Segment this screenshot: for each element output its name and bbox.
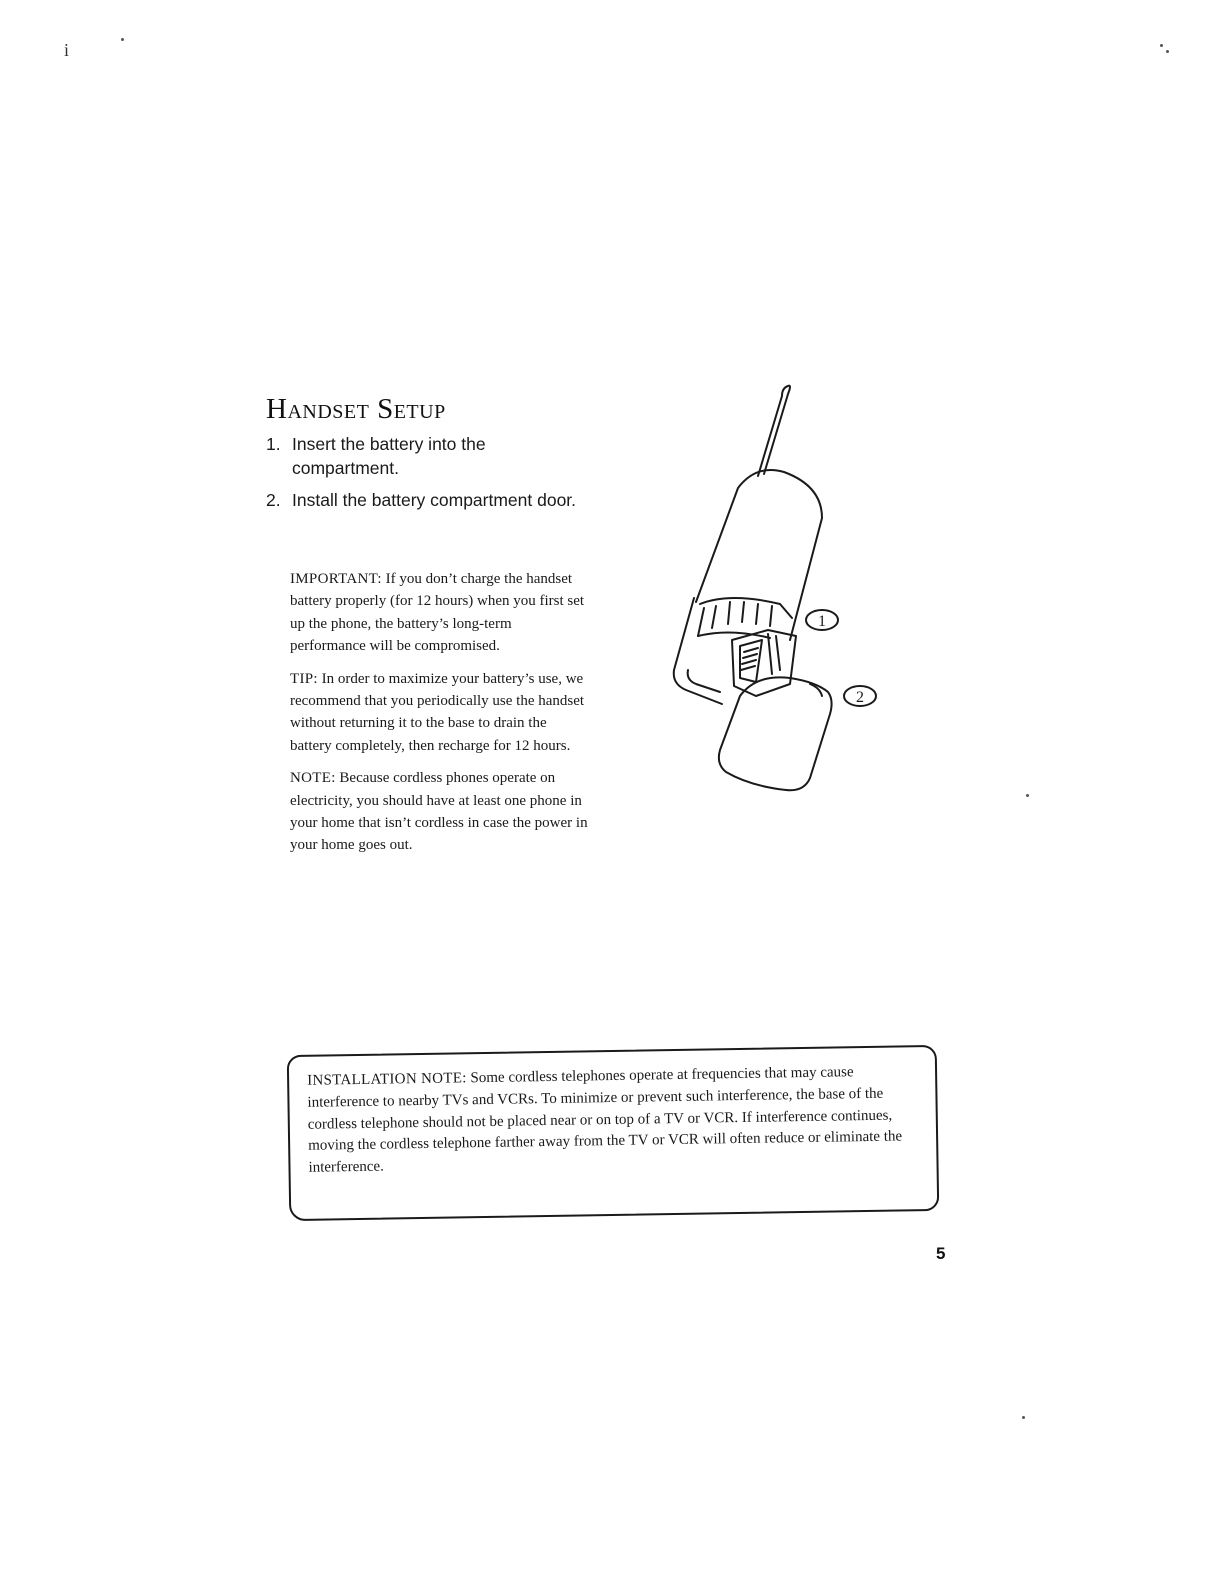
installation-note-text: Some cordless telephones operate at frequencies that may cause interference to nearby TVs and VCRs. To minimize or prevent such interference, the base of the cordless telephone should not be placed near or on top of a TV or VCR. If interference continues, moving the cordless telephone farther away from the TV or VCR will often reduce or eliminate the interference.: [307, 1064, 903, 1176]
callout-1-icon: [806, 610, 838, 630]
note-text: Because cordless phones operate on electricity, you should have at least one phone in your home that isn’t cordless in case the power in your home goes out.: [290, 770, 588, 854]
installation-note-label: INSTALLATION NOTE:: [307, 1070, 467, 1089]
note-label: IMPORTANT:: [290, 571, 382, 587]
note-label: NOTE:: [290, 770, 336, 787]
setup-step: [266, 432, 596, 480]
scan-speck: [1026, 794, 1029, 797]
callout-2-label: 2: [856, 689, 864, 706]
step-text: Install the battery compartment door.: [292, 490, 577, 510]
step-number: 1.: [266, 434, 281, 454]
scan-speck: [1022, 1416, 1025, 1419]
note-label: TIP:: [290, 670, 318, 687]
scan-speck: [1166, 50, 1169, 53]
step-number: 2.: [266, 490, 281, 510]
section-title: Handset Setup: [266, 393, 446, 425]
note-text: If you don’t charge the handset battery properly (for 12 hours) when you first set up the phone, the battery’s long-term performance will be compromised.: [290, 571, 585, 655]
page-number: 5: [936, 1244, 946, 1263]
callout-2-icon: [844, 686, 876, 706]
scan-speck: [121, 38, 124, 41]
note-text: In order to maximize your battery’s use, we recommend that you periodically use the handset without returning it to the base to drain the battery completely, then recharge for 12 hours.: [290, 670, 585, 754]
step-text: Insert the battery into the compartment.: [292, 434, 486, 478]
antenna-shape: [758, 386, 790, 476]
tip-note: [290, 668, 590, 758]
important-note: [290, 568, 590, 658]
battery-pack-shape: [732, 630, 796, 696]
callout-1-label: 1: [818, 613, 826, 630]
margin-mark: i: [64, 40, 70, 60]
scan-speck: [1160, 44, 1163, 47]
setup-steps: [266, 432, 596, 520]
setup-step: [266, 488, 596, 512]
battery-door-shape: [719, 677, 832, 790]
notes-column: [290, 568, 590, 867]
electricity-note: [290, 767, 590, 857]
handset-battery-illustration: [660, 378, 890, 798]
installation-note-box: [287, 1045, 940, 1221]
